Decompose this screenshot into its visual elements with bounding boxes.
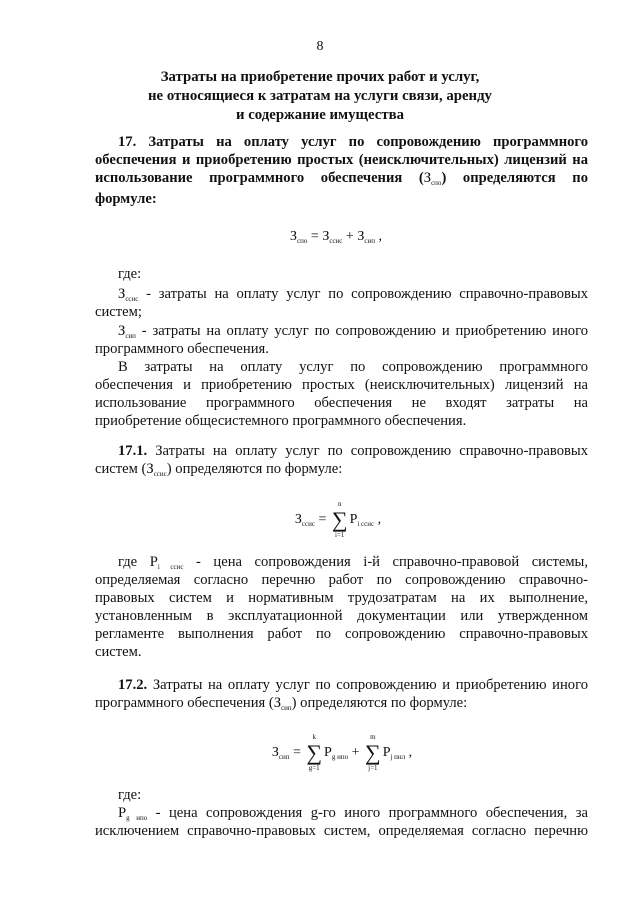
definition-price-ssis: где $P_{i ссис}$ - цена сопровождения i-й справочно-правовой системы, определяемая согласно перечню работ по сопровождению справочно- правовых систем и нормативным трудозатратам на их выполнение, установленным в эксплуатационной документации или утвержденном регламенте выполнения работ по сопровождению справочно-правовых систем. [95, 554, 589, 660]
paragraph-17-2: 17.2. Затраты на оплату услуг по сопровождению и приобретению иного программного обеспечения $(З_{сип})$ определяются по формуле: [95, 677, 588, 712]
clause-number: 17.1. [118, 443, 148, 459]
definition-ssis: $З_{ссис}$ - затраты на оплату услуг по сопровождению справочно-правовых систем; [95, 286, 588, 320]
sum-symbol: m ∑ j=1 [365, 733, 381, 772]
clause-number: 17.2. [118, 677, 148, 693]
formula-spo: $З_{спо} = З_{ссиc} + З_{сип}$ , [290, 229, 382, 245]
heading-line: Затраты на приобретение прочих работ и услуг, [160, 69, 480, 85]
clause-number: 17. [118, 134, 137, 150]
definition-price-ipo: $P_{g ипо}$ - цена сопровождения g-го иного программного обеспечения, за исключением справочно-правовых систем, определяемая согласно перечню [95, 805, 588, 839]
formula-sip: $З_{сип}$ = k ∑ g=1 $P_{g ипо}$ + m ∑ j=1 $P_{j пнл}$ , [271, 733, 413, 772]
where-label: где: [118, 266, 142, 282]
section-heading [110, 68, 530, 125]
paragraph-17-1: 17.1. Затраты на оплату услуг по сопровождению справочно-правовых систем $(З_{ссис})$ определяются по формуле: [95, 443, 588, 478]
sum-symbol: k ∑ g=1 [306, 733, 323, 772]
note-paragraph: В затраты на оплату услуг по сопровождению программного обеспечения и приобретению простых (неисключительных) лицензий на использование программного обеспечения не входят затраты на приобретение общесистемного программного обеспечения. [95, 359, 588, 429]
paragraph-17-cont: обеспечения и приобретению простых (неисключительных) лицензий на использование программного обеспечения $(З_{спо})$ определяются по формуле: [95, 152, 589, 207]
page-number: 8 [316, 39, 324, 54]
heading-line: и содержание имущества [236, 107, 404, 123]
where-label: где: [118, 787, 142, 803]
sum-symbol: n ∑ i=1 [331, 500, 348, 539]
definition-sip: $З_{сип}$ - затраты на оплату услуг по сопровождению и приобретению иного программного обеспечения. [95, 323, 588, 357]
paragraph-17: 17. Затраты на оплату услуг по сопровождению программного [118, 134, 588, 150]
formula-ssis: $З_{ссис}$ = n ∑ i=1 $P_{i ссис}$ , [294, 500, 382, 539]
heading-line: не относящиеся к затратам на услуги связи, аренду [148, 88, 492, 104]
